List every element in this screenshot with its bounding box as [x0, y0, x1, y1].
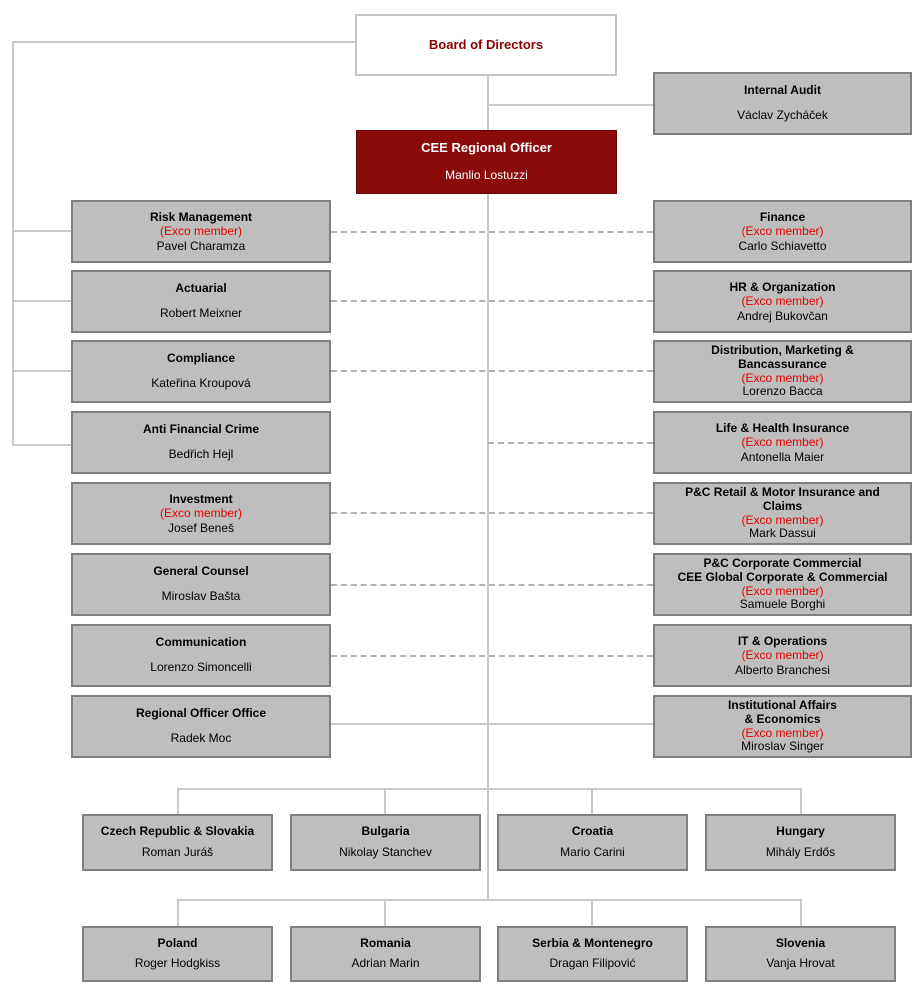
dashed-connector-row2	[331, 300, 653, 302]
connector-stub-slovenia	[800, 899, 802, 926]
box-name: Pavel Charamza	[156, 238, 246, 253]
box-title: Life & Health Insurance	[715, 420, 850, 435]
box-name: Carlo Schiavetto	[738, 238, 827, 253]
exco-member-label: (Exco member)	[741, 370, 824, 385]
org-box-risk-management	[71, 200, 331, 263]
box-title-line2: & Economics	[744, 711, 821, 726]
org-box-institutional-affairs-economics	[653, 695, 912, 758]
org-box-poland	[82, 926, 273, 982]
connector-stub-croatia	[591, 788, 593, 814]
org-box-hr-organization	[653, 270, 912, 333]
org-box-communication	[71, 624, 331, 687]
box-name: Andrej Bukovčan	[737, 308, 828, 323]
box-name: Dragan Filipović	[549, 956, 636, 970]
org-box-bulgaria	[290, 814, 481, 871]
box-title: P&C Corporate Commercial	[703, 556, 862, 571]
org-box-actuarial	[71, 270, 331, 333]
connector-branch-compliance	[12, 370, 71, 372]
box-title: Investment	[169, 491, 233, 506]
box-title: Czech Republic & Slovakia	[100, 824, 255, 838]
exco-member-label: (Exco member)	[741, 224, 824, 239]
connector-stub-poland	[177, 899, 179, 926]
box-name: Roman Juráš	[141, 845, 214, 859]
connector-countries-row1-horizontal	[177, 788, 802, 790]
exco-member-label: (Exco member)	[741, 512, 824, 527]
exco-member-label: (Exco member)	[741, 583, 824, 598]
connector-board-left-horizontal	[12, 41, 356, 43]
org-box-serbia-montenegro	[497, 926, 688, 982]
org-box-investment	[71, 482, 331, 545]
box-name: Roger Hodgkiss	[134, 956, 221, 970]
connector-branch-anti-financial-crime	[12, 444, 71, 446]
dashed-connector-row4-right	[488, 442, 653, 444]
box-title: Communication	[155, 635, 247, 649]
box-title: Regional Officer Office	[135, 706, 267, 720]
org-box-it-operations	[653, 624, 912, 687]
org-box-pc-corporate-commercial	[653, 553, 912, 616]
box-title: Anti Financial Crime	[142, 422, 260, 436]
org-box-internal-audit	[653, 72, 912, 135]
box-name: Manlio Lostuzzi	[445, 168, 528, 182]
connector-stub-czech	[177, 788, 179, 814]
dashed-connector-row5	[331, 512, 653, 514]
box-title: Slovenia	[775, 936, 826, 950]
org-box-cee-regional-officer	[356, 130, 617, 194]
connector-branch-risk-management	[12, 230, 71, 232]
box-title: HR & Organization	[729, 279, 836, 294]
connector-branch-actuarial	[12, 300, 71, 302]
box-name: Mihály Erdős	[765, 845, 836, 859]
org-box-life-health-insurance	[653, 411, 912, 474]
box-name: Mark Dassui	[749, 526, 816, 541]
connector-stub-bulgaria	[384, 788, 386, 814]
box-title: Hungary	[776, 824, 825, 838]
connector-center-trunk-vertical	[487, 76, 489, 901]
org-box-anti-financial-crime	[71, 411, 331, 474]
dashed-connector-row6	[331, 584, 653, 586]
org-box-general-counsel	[71, 553, 331, 616]
org-box-distribution-marketing-bancassurance	[653, 340, 912, 403]
box-title: IT & Operations	[737, 633, 828, 648]
box-title-line2: Bancassurance	[738, 356, 827, 371]
dashed-connector-row7	[331, 655, 653, 657]
box-name: Mario Carini	[560, 845, 625, 859]
box-title: Serbia & Montenegro	[532, 936, 653, 950]
org-box-regional-officer-office	[71, 695, 331, 758]
exco-member-label: (Exco member)	[741, 294, 824, 309]
box-name: Lorenzo Bacca	[742, 384, 823, 399]
connector-stub-hungary	[800, 788, 802, 814]
box-title: Poland	[157, 936, 198, 950]
box-name: Alberto Branchesi	[735, 662, 830, 677]
box-title: Distribution, Marketing &	[711, 343, 854, 358]
box-title: Romania	[360, 936, 411, 950]
org-box-compliance	[71, 340, 331, 403]
box-title: Risk Management	[149, 209, 253, 224]
box-name: Miroslav Singer	[741, 739, 824, 754]
exco-member-label: (Exco member)	[741, 725, 824, 740]
exco-member-label: (Exco member)	[741, 435, 824, 450]
box-name: Antonella Maier	[740, 449, 825, 464]
box-title: P&C Retail & Motor Insurance and	[685, 485, 880, 500]
org-box-hungary	[705, 814, 896, 871]
dashed-connector-row1	[331, 231, 653, 233]
connector-left-trunk-vertical	[12, 41, 14, 446]
box-title: CEE Regional Officer	[421, 140, 552, 155]
box-name: Kateřina Kroupová	[151, 376, 251, 390]
connector-branch-internal-audit	[487, 104, 653, 106]
exco-member-label: (Exco member)	[159, 224, 242, 239]
org-box-board-of-directors	[355, 14, 617, 76]
box-title-line2: CEE Global Corporate & Commercial	[677, 569, 888, 584]
box-name: Bedřich Hejl	[168, 447, 234, 461]
box-name: Radek Moc	[170, 731, 232, 745]
exco-member-label: (Exco member)	[741, 648, 824, 663]
box-title: Croatia	[571, 824, 614, 838]
connector-stub-romania	[384, 899, 386, 926]
box-title: Board of Directors	[428, 37, 544, 52]
box-title: General Counsel	[153, 564, 249, 578]
org-box-slovenia	[705, 926, 896, 982]
connector-countries-row2-horizontal	[177, 899, 802, 901]
connector-regional-office-row	[331, 723, 653, 725]
box-title: Actuarial	[175, 281, 227, 295]
org-box-croatia	[497, 814, 688, 871]
box-name: Lorenzo Simoncelli	[150, 660, 252, 674]
connector-stub-serbia	[591, 899, 593, 926]
box-name: Josef Beneš	[167, 520, 235, 535]
box-name: Adrian Marin	[351, 956, 420, 970]
box-name: Miroslav Bašta	[161, 589, 241, 603]
org-box-pc-retail-motor-insurance-claims	[653, 482, 912, 545]
box-name: Vanja Hrovat	[766, 956, 835, 970]
box-title-line2: Claims	[762, 498, 803, 513]
box-title: Institutional Affairs	[728, 698, 837, 713]
box-name: Nikolay Stanchev	[339, 845, 432, 859]
box-name: Václav Zycháček	[737, 108, 828, 122]
box-title: Internal Audit	[744, 83, 821, 97]
box-name: Robert Meixner	[159, 306, 243, 320]
box-title: Compliance	[166, 351, 235, 365]
box-title: Finance	[759, 209, 806, 224]
org-box-romania	[290, 926, 481, 982]
box-title: Bulgaria	[361, 824, 410, 838]
exco-member-label: (Exco member)	[159, 506, 242, 521]
org-box-czech-republic-slovakia	[82, 814, 273, 871]
box-name: Samuele Borghi	[739, 597, 826, 612]
org-box-finance	[653, 200, 912, 263]
dashed-connector-row3	[331, 370, 653, 372]
